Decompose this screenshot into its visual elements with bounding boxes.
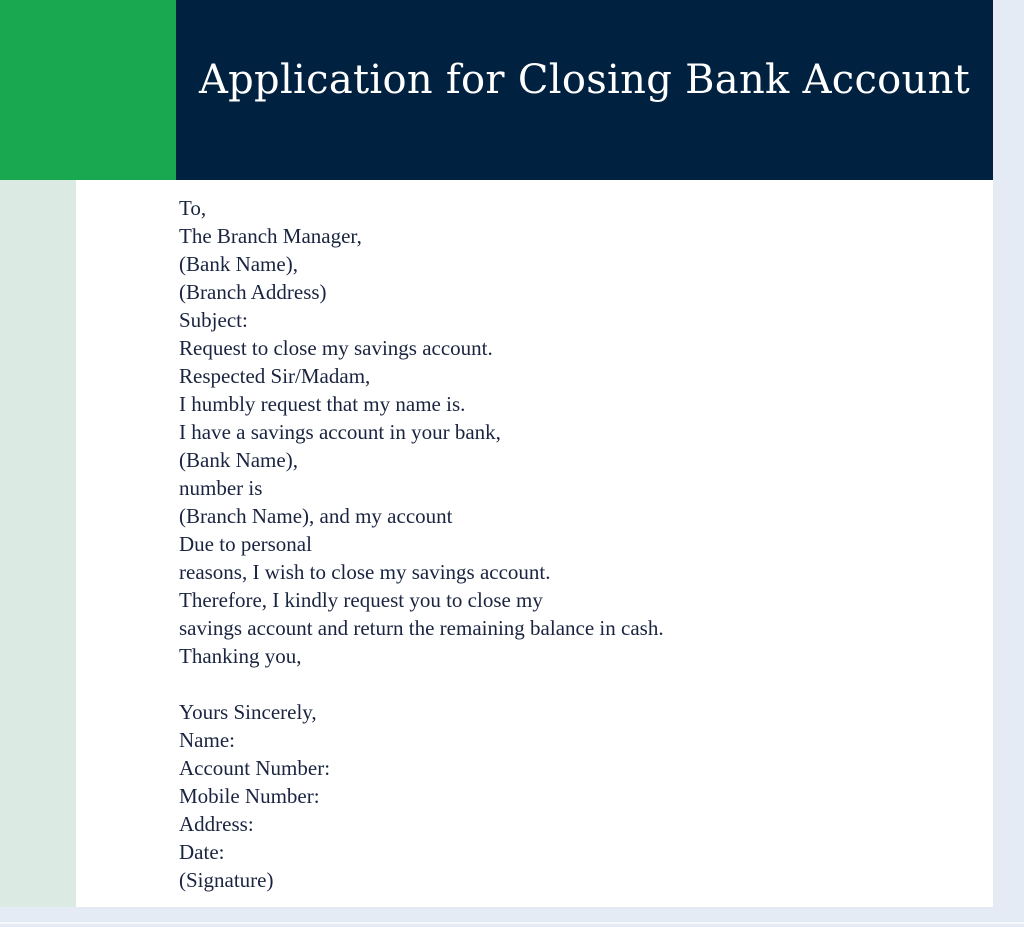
letter-line-date-label: Date: [179, 840, 225, 864]
letter-body [179, 194, 959, 894]
left-decor-strip [0, 180, 76, 907]
letter-line-mobile-number-label: Mobile Number: [179, 784, 320, 808]
letter-line-branch-address: (Branch Address) [179, 280, 327, 304]
letter-line-salutation: Respected Sir/Madam, [179, 364, 371, 388]
letter-line-body: Therefore, I kindly request you to close my [179, 588, 543, 612]
letter-line-recipient: The Branch Manager, [179, 224, 362, 248]
letter-line-to: To, [179, 196, 207, 220]
letter-paper [76, 180, 993, 907]
page-title: Application for Closing Bank Account [198, 57, 971, 103]
letter-line-body: (Bank Name), [179, 448, 298, 472]
right-decor-strip [993, 0, 1024, 927]
letter-line-bank-name: (Bank Name), [179, 252, 298, 276]
bottom-decor-strip [0, 907, 1024, 927]
green-accent-block [0, 0, 176, 180]
letter-line-body: Due to personal [179, 532, 312, 556]
letter-line-closing: Thanking you, [179, 644, 302, 668]
letter-line-subject: Request to close my savings account. [179, 336, 493, 360]
letter-line-sign-off: Yours Sincerely, [179, 700, 317, 724]
letter-line-body: I humbly request that my name is. [179, 392, 466, 416]
bottom-divider [0, 922, 1024, 924]
letter-line-body: reasons, I wish to close my savings account. [179, 560, 551, 584]
letter-line-subject-label: Subject: [179, 308, 248, 332]
letter-line-body: I have a savings account in your bank, [179, 420, 501, 444]
letter-line-name-label: Name: [179, 728, 235, 752]
letter-line-account-number-label: Account Number: [179, 756, 331, 780]
header-banner [176, 0, 993, 180]
letter-line-address-label: Address: [179, 812, 254, 836]
letter-line-body: (Branch Name), and my account [179, 504, 453, 528]
letter-line-body: number is [179, 476, 263, 500]
letter-line-blank [179, 670, 959, 698]
letter-line-signature: (Signature) [179, 868, 274, 892]
letter-line-body: savings account and return the remaining balance in cash. [179, 616, 664, 640]
